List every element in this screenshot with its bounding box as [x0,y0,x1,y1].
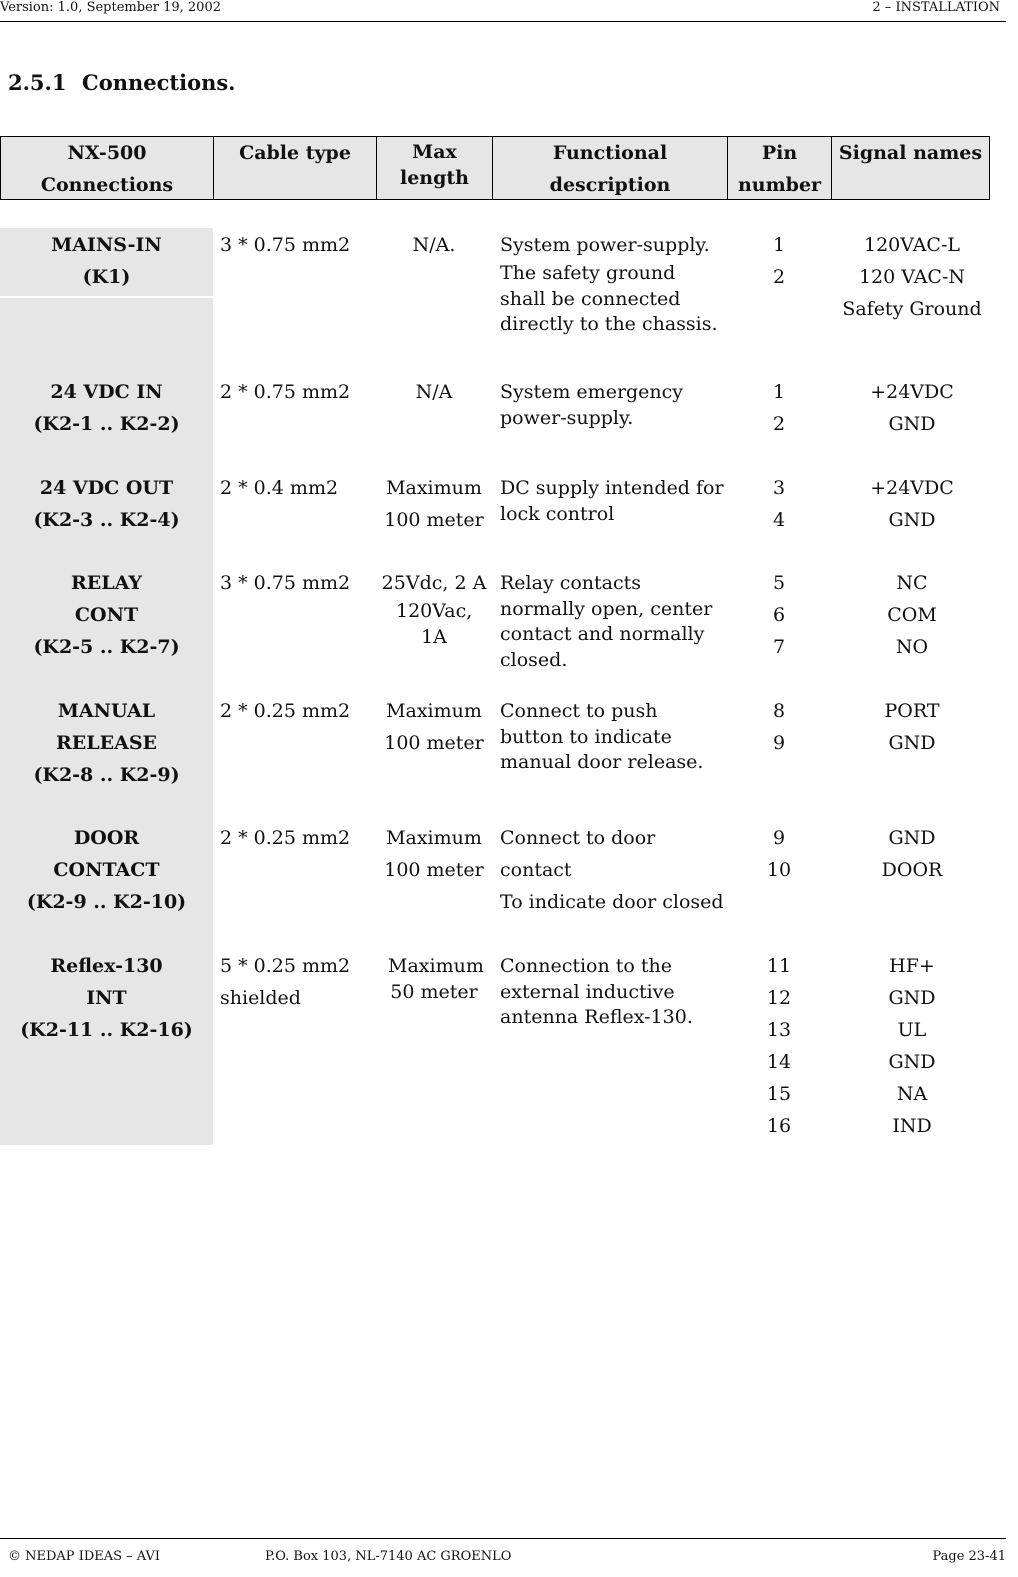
name-line: CONT [74,604,139,626]
signal-line: COM [887,604,937,626]
name-line: (K2-1 .. K2-2) [33,413,180,435]
max-length-cell [378,472,490,536]
cable-line: 5 * 0.25 mm2 [220,955,351,977]
signal-line: HF+ [889,955,935,977]
table-row-name [0,567,213,663]
cable-type-cell [220,229,370,261]
signal-line: GND [888,413,936,435]
description-line: The safety ground shall be connected directly to the chassis. [500,262,718,335]
pin-line: 12 [766,987,792,1009]
pin-line: 5 [772,572,786,594]
description-cell [500,954,725,1031]
description-cell [500,571,725,673]
description-line: DC supply intended for lock control [500,477,724,525]
header-signal-names [832,137,989,199]
pin-line: 11 [766,955,792,977]
pin-line: 15 [766,1083,792,1105]
table-row-name [0,472,213,536]
length-line: Maximum 50 meter [388,955,484,1003]
max-length-cell [378,822,490,886]
signal-line: 120 VAC-N [858,266,966,288]
pin-line: 7 [772,636,786,658]
pin-line: 13 [766,1019,792,1041]
pin-line: 10 [766,859,792,881]
header-divider [0,21,1006,22]
cable-type-cell [220,472,370,504]
max-length-cell [378,695,490,759]
pin-line: 6 [772,604,786,626]
description-line: Connect to push button to indicate manual door release. [500,700,704,773]
name-line: MAINS-IN [51,234,162,256]
pin-line: 3 [772,477,786,499]
description-cell [500,699,725,776]
pin-number-cell [728,822,830,886]
pin-number-cell [728,376,830,440]
length-line: 120Vac, 1A [396,600,473,648]
pin-number-cell [728,472,830,536]
pin-number-cell [728,567,830,663]
signal-names-cell [832,472,992,536]
header-text: Cable type [239,142,351,164]
signal-line: NA [896,1083,928,1105]
header-text: NX-500 [67,142,147,164]
name-line: MANUAL [57,700,156,722]
description-cell [500,476,725,527]
header-text: length [400,167,469,189]
description-cell [500,229,725,338]
header-text: Max [412,141,457,163]
signal-line: GND [888,1051,936,1073]
cable-type-cell [220,567,370,599]
pin-number-cell [728,950,830,1142]
pin-line: 8 [772,700,786,722]
cable-line: 2 * 0.75 mm2 [220,381,351,403]
cable-type-cell [220,950,370,1014]
pin-line: 9 [772,732,786,754]
section-heading [8,70,236,95]
name-line: CONTACT [53,859,160,881]
pin-line: 4 [772,509,786,531]
signal-names-cell [832,567,992,663]
header-version: Version: 1.0, September 19, 2002 [0,0,221,15]
pin-line: 2 [772,266,786,288]
table-row-name [0,229,213,293]
name-line: (K2-5 .. K2-7) [33,636,180,658]
signal-line: GND [888,509,936,531]
length-line: Maximum [386,477,482,499]
name-line: DOOR [73,827,140,849]
signal-line: NO [895,636,929,658]
pin-line: 1 [772,234,786,256]
cable-line: shielded [220,987,301,1009]
length-line: 100 meter [384,509,484,531]
table-row-name [0,376,213,440]
length-line: Maximum [386,700,482,722]
section-title: Connections. [82,70,236,95]
length-line: N/A. [412,234,456,256]
name-line: INT [86,987,127,1009]
pin-line: 16 [766,1115,792,1137]
signal-names-cell [832,695,992,759]
description-line: Connect to door contact [500,827,656,881]
cable-type-cell [220,822,370,854]
description-line: Relay contacts normally open, center contact and normally closed. [500,572,713,671]
name-line: (K2-11 .. K2-16) [20,1019,193,1041]
length-line: N/A [415,381,453,403]
header-connections [1,137,214,199]
length-line: 25Vdc, 2 A [381,572,487,594]
header-chapter: 2 – INSTALLATION [872,0,1000,15]
name-line: (K1) [82,266,131,288]
footer-address: P.O. Box 103, NL-7140 AC GROENLO [265,1549,512,1564]
description-cell [500,380,725,431]
cable-line: 3 * 0.75 mm2 [220,572,351,594]
max-length-cell [378,567,490,650]
signal-line: +24VDC [870,381,954,403]
length-line: 100 meter [384,859,484,881]
signal-names-cell [832,950,992,1142]
name-line: (K2-9 .. K2-10) [26,891,187,913]
pin-line: 14 [766,1051,792,1073]
signal-line: DOOR [881,859,943,881]
pin-line: 1 [772,381,786,403]
signal-line: +24VDC [870,477,954,499]
signal-line: UL [897,1019,927,1041]
section-number: 2.5.1 [8,70,67,95]
signal-names-cell [832,376,992,440]
signal-line: NC [896,572,928,594]
description-cell [500,822,725,918]
signal-line: IND [892,1115,932,1137]
table-row-name [0,822,213,918]
table-row-name [0,950,213,1046]
pin-line: 9 [772,827,786,849]
pin-line: 2 [772,413,786,435]
signal-line: 120VAC-L [864,234,960,256]
signal-line: Safety Ground [842,298,982,320]
cable-line: 3 * 0.75 mm2 [220,234,351,256]
pin-number-cell [728,695,830,759]
name-line: RELAY [71,572,142,594]
signal-names-cell [832,822,992,886]
description-line: System emergency power-supply. [500,381,684,429]
cable-line: 2 * 0.25 mm2 [220,827,351,849]
table-header [0,136,990,200]
description-line: System power-supply. [500,234,710,256]
name-line: RELEASE [55,732,158,754]
table-row-name [0,695,213,791]
footer-company: © NEDAP IDEAS – AVI [8,1549,161,1564]
signal-line: GND [888,732,936,754]
header-cable-type [214,137,377,199]
name-line: Reflex-130 [50,955,163,977]
description-line: To indicate door closed [500,891,724,913]
footer-page-number: Page 23-41 [932,1549,1006,1564]
description-line: Connection to the external inductive antenna Reflex-130. [500,955,693,1028]
header-text: number [737,174,822,196]
pin-number-cell [728,229,830,293]
signal-line: GND [888,827,936,849]
signal-line: PORT [884,700,940,722]
header-max-length [377,137,493,199]
name-line: (K2-3 .. K2-4) [33,509,180,531]
max-length-cell [378,229,490,261]
cable-type-cell [220,376,370,408]
name-line: (K2-8 .. K2-9) [33,764,180,786]
header-text: Pin [761,142,798,164]
cable-type-cell [220,695,370,727]
header-pin-number [728,137,832,199]
max-length-cell [378,954,490,1005]
cable-line: 2 * 0.25 mm2 [220,700,351,722]
length-line: 100 meter [384,732,484,754]
header-text: Signal names [838,142,983,164]
name-line: 24 VDC IN [50,381,163,403]
signal-line: GND [888,987,936,1009]
cable-line: 2 * 0.4 mm2 [220,477,339,499]
signal-names-cell [832,229,992,325]
footer-divider [0,1538,1006,1539]
length-line: Maximum [386,827,482,849]
header-functional-description [493,137,728,199]
name-line: 24 VDC OUT [39,477,174,499]
header-text: Connections [40,174,174,196]
header-text: Functional description [549,142,671,196]
max-length-cell [378,376,490,408]
